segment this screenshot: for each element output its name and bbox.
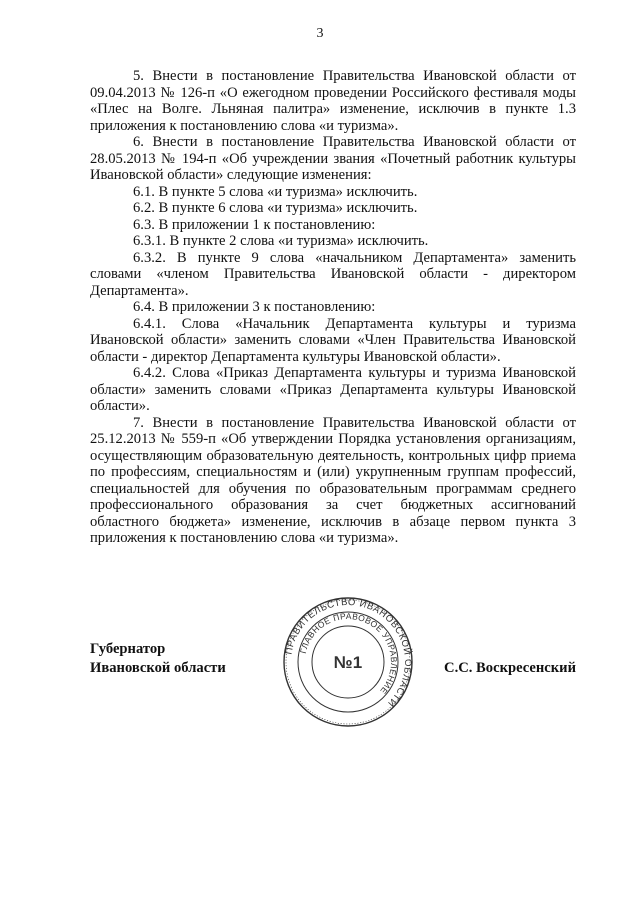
seal-number: №1 (333, 653, 363, 672)
paragraph-item-6-4-2: 6.4.2. Слова «Приказ Департамента культуры и туризма Ивановской области» заменить словами «Приказ Департамента культуры Ивановской области». (90, 365, 576, 414)
page-number: 3 (316, 26, 324, 41)
paragraph-item-6-4: 6.4. В приложении 3 к постановлению: (133, 299, 376, 315)
paragraph-item-6-3: 6.3. В приложении 1 к постановлению: (133, 216, 376, 233)
paragraph-item-6-3-1: 6.3.1. В пункте 2 слова «и туризма» исключить. (133, 233, 429, 249)
paragraph-item-6: 6. Внести в постановление Правительства Ивановской области от 28.05.2013 № 194-п «Об учреждении звания «Почетный работник культуры Ивановской области» следующие изменения: (90, 134, 576, 183)
official-seal (282, 596, 414, 728)
signatory-position (90, 640, 226, 678)
paragraph-item-6-3-2: 6.3.2. В пункте 9 слова «начальником Департамента» заменить словами «членом Правительства Ивановской области - директором Департамента». (90, 249, 576, 299)
signatory-position-line1: Губернатор (90, 641, 166, 657)
paragraph-item-6-4-1: 6.4.1. Слова «Начальник Департамента культуры и туризма Ивановской области» заменить словами «Член Правительства Ивановской области - директор Департамента культуры Ивановской области». (90, 315, 576, 365)
seal-inner-text: ГЛАВНОЕ ПРАВОВОЕ УПРАВЛЕНИЕ (297, 610, 400, 697)
paragraph-item-7: 7. Внести в постановление Правительства Ивановской области от 25.12.2013 № 559-п «Об утверждении Порядка установления организациям, осуществляющим образовательную деятельность, контрольных цифр приема по профессиям, специальностям и (или) укрупненным группам профессий, специальностей для обучения по образовательным программам среднего профессионального образования за счет бюджетных ассигнований областного бюджета» изменение, исключив в абзаце первом пункта 3 приложения к постановлению слова «и туризма». (90, 414, 576, 546)
seal-outer-text: ПРАВИТЕЛЬСТВО ИВАНОВСКОЙ ОБЛАСТИ (283, 596, 414, 710)
signatory-name: С.С. Воскресенский (444, 660, 576, 676)
signatory-position-line2: Ивановской области (90, 660, 226, 676)
paragraph-item-5: 5. Внести в постановление Правительства Ивановской области от 09.04.2013 № 126-п «О ежегодном проведении Российского фестиваля моды «Плес на Волге. Льняная палитра» изменение, исключив в пункте 1.3 приложения к постановлению слова «и туризма». (90, 68, 576, 134)
paragraph-item-6-2: 6.2. В пункте 6 слова «и туризма» исключить. (133, 200, 418, 216)
document-body (90, 68, 576, 547)
paragraph-item-6-1: 6.1. В пункте 5 слова «и туризма» исключить. (133, 183, 418, 200)
